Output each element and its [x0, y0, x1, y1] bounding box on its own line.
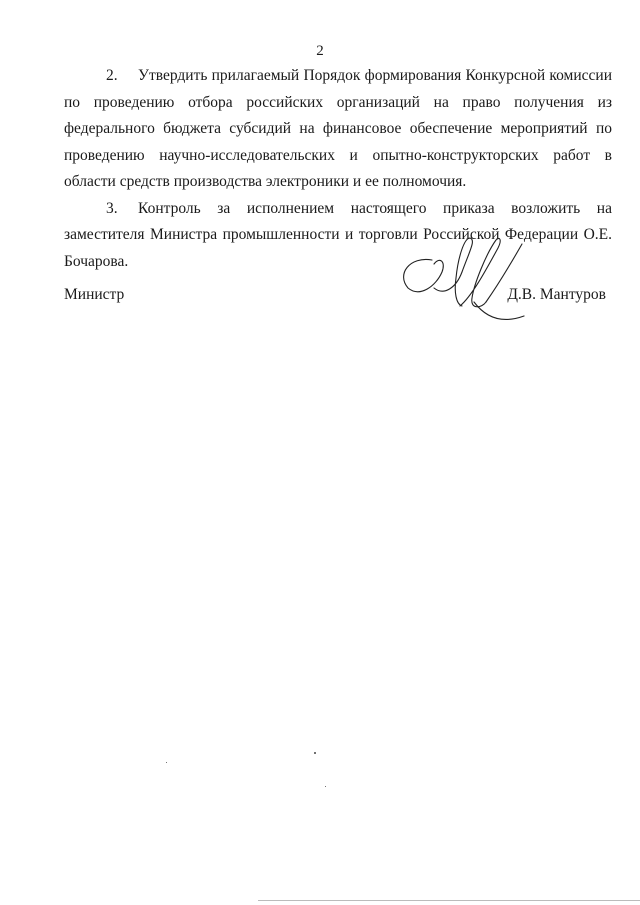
signer-position: Министр: [64, 286, 125, 303]
paragraph-2: [64, 63, 612, 196]
signer-name: Д.В. Мантуров: [507, 286, 606, 303]
handwritten-signature: [390, 232, 540, 327]
signature-block: [64, 285, 612, 305]
scan-speck: [314, 752, 316, 754]
scan-speck: [325, 786, 326, 787]
scan-edge-line: [258, 900, 640, 901]
paragraph-number: 2.: [106, 67, 118, 84]
scan-speck: [166, 762, 167, 763]
page-number: 2: [316, 43, 324, 59]
paragraph-number: 3.: [106, 199, 118, 217]
paragraph-text: Контроль за исполнением настоящего приказа возложить на заместителя Министра промышленности и торговли Российской Федерации О.Е. Бочарова.: [64, 199, 612, 270]
paragraph-text: Утвердить прилагаемый Порядок формирования Конкурсной комиссии по проведению отбора российских организаций на право получения из федерального бюджета субсидий на финансовое обеспечение мероприятий по проведению научно-исследовательских и опытно-конструкторских работ в области средств производства электроники и ее полномочия.: [64, 67, 612, 190]
